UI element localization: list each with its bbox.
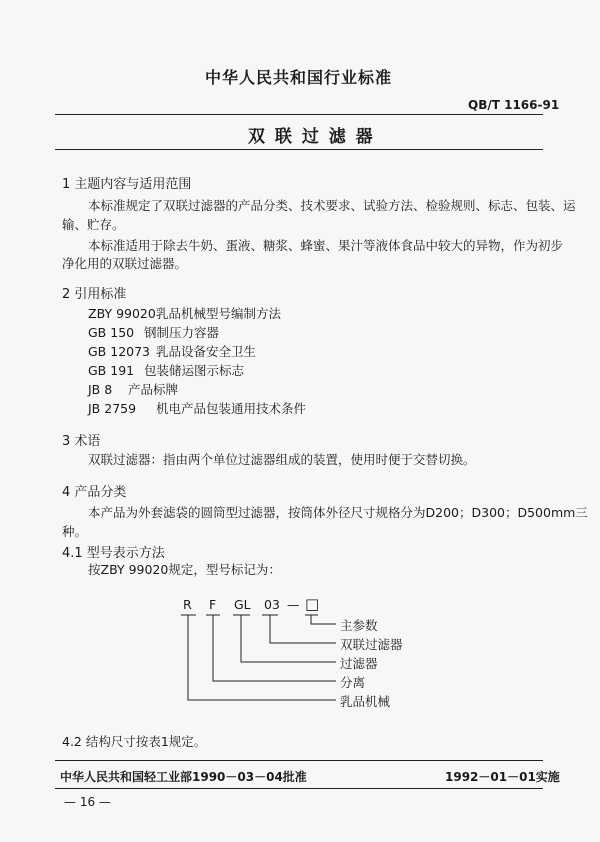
designation-label: 主参数 (340, 618, 378, 633)
reference-code: GB 191 (88, 363, 135, 378)
reference-code: JB 8 (88, 382, 113, 397)
section-1-heading: 1 主题内容与适用范围 (62, 177, 192, 192)
footer-bottom-rule (55, 788, 543, 789)
reference-title: 产品标牌 (127, 382, 178, 397)
document-title: 双 联 过 滤 器 (248, 127, 375, 147)
model-letter: GL (234, 597, 251, 612)
section-3-definition: 双联过滤器：指由两个单位过滤器组成的装置，使用时便于交替切换。 (88, 452, 476, 467)
model-letter: F (209, 597, 217, 612)
section-1-para-2-line-1: 本标准适用于除去牛奶、蛋液、糖浆、蜂蜜、果汁等液体食品中较大的异物，作为初步 (88, 238, 564, 253)
designation-label: 分离 (340, 675, 366, 690)
reference-title: 乳品机械型号编制方法 (155, 306, 281, 321)
model-letter: 03 (264, 597, 280, 612)
model-letter: R (183, 597, 192, 612)
approval-line: 中华人民共和国轻工业部1990－03－04批准 (60, 770, 307, 784)
reference-title: 包装储运图示标志 (143, 363, 244, 378)
section-4-para-line-2: 种。 (62, 524, 88, 539)
footer-rule (55, 760, 543, 761)
org-title: 中华人民共和国行业标准 (205, 68, 393, 87)
subsection-4-2-text: 4.2 结构尺寸按表1规定。 (62, 734, 207, 749)
section-3-heading: 3 术语 (62, 434, 101, 449)
section-2-heading: 2 引用标准 (62, 287, 127, 302)
section-1-para-1-line-2: 输、贮存。 (62, 217, 125, 232)
reference-title: 机电产品包装通用技术条件 (155, 401, 306, 416)
reference-code: JB 2759 (88, 401, 137, 416)
section-4-para-line-1: 本产品为外套滤袋的圆筒型过滤器，按筒体外径尺寸规格分为D200；D300；D500mm三 (88, 505, 588, 520)
designation-label: 乳品机械 (340, 694, 391, 709)
subsection-4-1-text: 按ZBY 99020规定，型号标记为： (88, 562, 281, 577)
section-1-para-2-line-2: 净化用的双联过滤器。 (62, 256, 188, 271)
subsection-4-1-heading: 4.1 型号表示方法 (62, 546, 165, 561)
reference-code: GB 150 (88, 325, 135, 340)
section-1-para-1-line-1: 本标准规定了双联过滤器的产品分类、技术要求、试验方法、检验规则、标志、包装、运 (88, 198, 576, 213)
section-4-heading: 4 产品分类 (62, 485, 127, 500)
reference-code: GB 12073 (88, 344, 150, 359)
reference-title: 钢制压力容器 (143, 325, 219, 340)
reference-title: 乳品设备安全卫生 (155, 344, 256, 359)
standard-code: QB/T 1166-91 (468, 98, 560, 112)
designation-label: 过滤器 (340, 656, 378, 671)
designation-label: 双联过滤器 (340, 637, 403, 652)
model-letter: — (287, 597, 300, 612)
effective-date: 1992－01－01实施 (445, 770, 560, 784)
reference-code: ZBY 99020 (88, 306, 156, 321)
page-number: — 16 — (64, 795, 111, 809)
model-parameter-box: □ (305, 595, 320, 613)
